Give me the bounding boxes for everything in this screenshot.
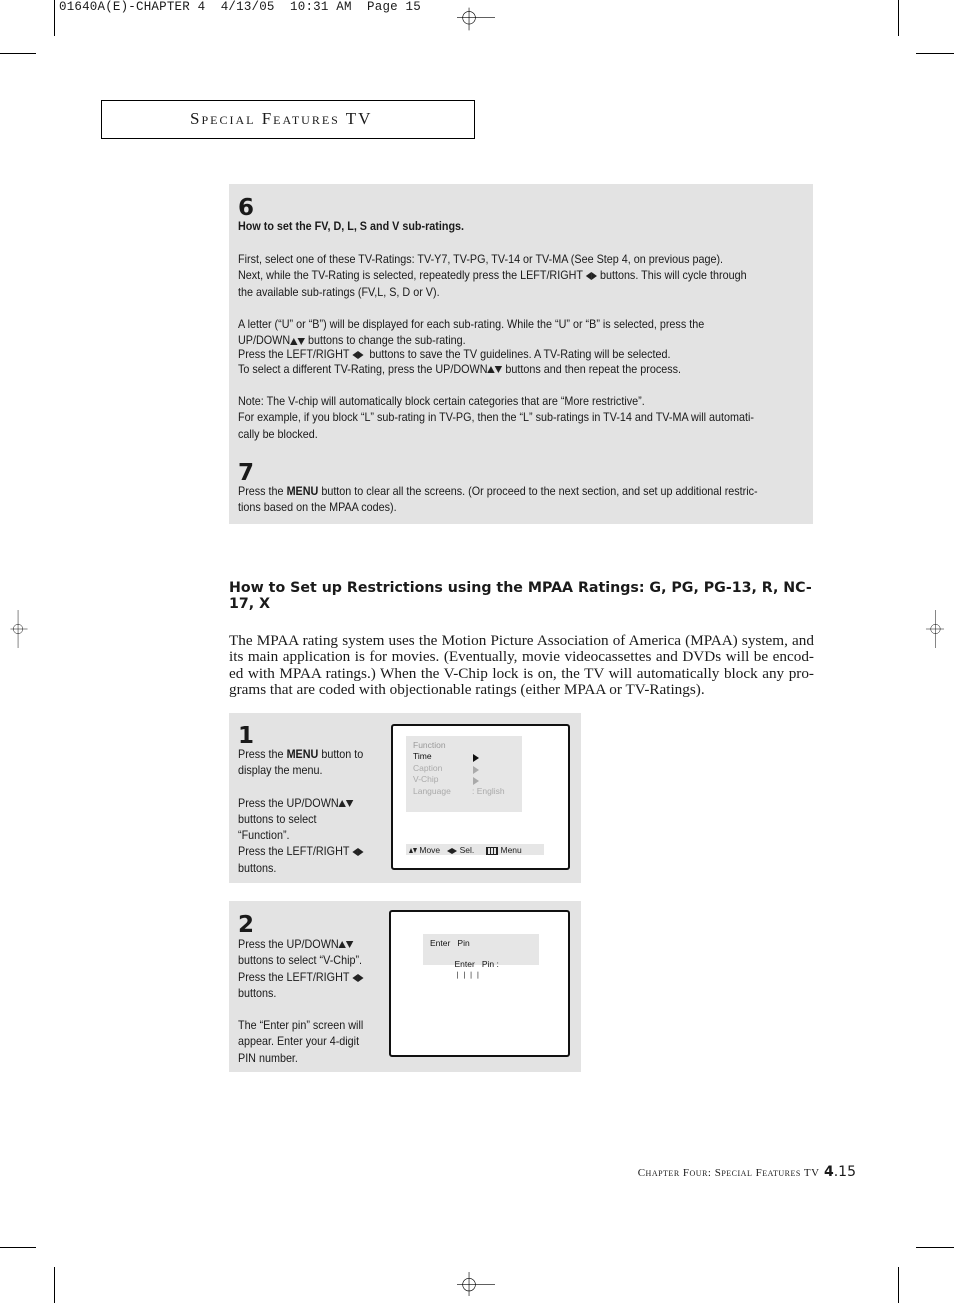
registration-mark-icon	[457, 0, 495, 38]
help-sel-label: Sel.	[459, 845, 475, 855]
text-line: Note: The V-chip will automatically block certain categories that are “More restrictive”.	[238, 395, 645, 409]
text-span: buttons to save the TV guidelines. A TV-Rating will be selected.	[369, 348, 671, 362]
text-span: Press the	[238, 748, 284, 761]
help-bar-content	[409, 845, 544, 855]
text-span: buttons. This will cycle through	[599, 269, 747, 283]
submenu-arrow-icon	[473, 754, 479, 762]
page-footer	[638, 1163, 856, 1181]
registration-mark-icon	[457, 1265, 495, 1303]
text-line: the available sub-ratings (FV,L, S, D or V).	[238, 285, 440, 299]
down-arrow-icon	[346, 941, 353, 948]
tv-screen-function-menu	[391, 724, 570, 870]
step-heading: How to set the FV, D, L, S and V sub-ratings.	[238, 220, 465, 233]
right-arrow-icon	[591, 272, 597, 280]
text-line: display the menu.	[238, 764, 323, 778]
text-span: Press the LEFT/RIGHT	[238, 348, 350, 362]
menu-item-v-chip[interactable]: V-Chip	[413, 774, 439, 784]
text-line: “Function”.	[238, 829, 290, 843]
language-value: : English	[472, 786, 505, 796]
text-line	[238, 747, 387, 763]
step-number: 6	[238, 195, 255, 221]
text-span: Press the UP/DOWN	[238, 796, 339, 810]
down-arrow-icon	[495, 366, 502, 373]
menu-item-time[interactable]: Time	[413, 751, 432, 761]
submenu-arrow-icon	[473, 766, 479, 774]
text-line: buttons.	[238, 986, 277, 1000]
text-span: button to clear all the screens. (Or proceed to the next section, and set up additional restric-	[321, 485, 758, 498]
step6-text	[238, 252, 815, 443]
right-arrow-icon	[358, 351, 364, 359]
chapter-title: Chapter Four: Special Features TV	[637, 1167, 820, 1179]
crop-mark	[916, 53, 954, 54]
down-arrow-icon	[346, 800, 353, 807]
text-span: Press the LEFT/RIGHT	[238, 970, 350, 984]
text-span: Next, while the TV-Rating is selected, repeatedly press the LEFT/RIGHT	[238, 269, 583, 283]
crop-mark	[898, 0, 899, 36]
right-arrow-icon	[358, 974, 364, 982]
page-number: .15	[833, 1164, 856, 1180]
text-line: tions based on the MPAA codes).	[238, 501, 397, 515]
step-number: 2	[238, 912, 255, 938]
menu-title: Function	[413, 740, 446, 750]
section-header-box	[101, 100, 475, 139]
text-line	[238, 484, 815, 500]
text-line: PIN number.	[238, 1051, 298, 1065]
menu-item-language[interactable]: Language	[413, 786, 451, 796]
pin-label: Enter Pin :	[454, 959, 499, 969]
right-arrow-icon	[452, 848, 457, 854]
text-span: buttons and then repeat the process.	[505, 362, 682, 376]
text-span: Press the	[238, 485, 284, 498]
text-line	[238, 362, 815, 378]
down-arrow-icon	[298, 338, 305, 345]
text-line	[238, 970, 387, 986]
menu-icon	[486, 847, 498, 855]
text-line: buttons to select	[238, 812, 317, 826]
crop-mark	[54, 0, 55, 36]
text-line: The “Enter pin” screen will	[238, 1019, 364, 1033]
crop-mark	[0, 53, 36, 54]
section-heading: How to Set up Restrictions using the MPAA Ratings: G, PG, PG-13, R, NC-17, X	[229, 580, 812, 612]
step2-text	[238, 937, 387, 1067]
text-line: For example, if you block “L” sub-rating in TV-PG, then the “L” sub-ratings in TV-14 and TV-MA will automati-	[238, 411, 754, 425]
text-line: appear. Enter your 4-digit	[238, 1035, 360, 1049]
crop-mark	[916, 1247, 954, 1248]
menu-button-label: MENU	[286, 748, 319, 761]
right-arrow-icon	[358, 848, 364, 856]
text-span: buttons to change the sub-rating.	[308, 334, 466, 348]
text-line: buttons to select “V-Chip”.	[238, 954, 363, 968]
menu-button-label: MENU	[286, 485, 319, 498]
section-body: The MPAA rating system uses the Motion Picture Association of America (MPAA) system, and its main application is for movies. (Eventually, movie videocassettes and DVDs will be encod-ed with MPAA ratings.) When the V-Chip lock is on, the TV will automatically block any pro-grams that are coded with objectionable ratings (either MPAA or TV-Ratings).	[229, 632, 814, 699]
registration-mark-icon	[0, 610, 38, 648]
up-arrow-icon	[290, 338, 297, 345]
step7-text	[238, 484, 815, 517]
tv-screen-enter-pin	[389, 910, 570, 1057]
step1-text	[238, 747, 387, 877]
text-span: Press the LEFT/RIGHT	[238, 845, 350, 859]
crop-mark	[0, 1247, 36, 1248]
text-line: A letter (“U” or “B”) will be displayed for each sub-rating. While the “U” or “B” is selected, press the	[238, 317, 705, 331]
help-move-label: Move	[419, 845, 441, 855]
crop-mark	[54, 1267, 55, 1303]
page-title: Special Features TV	[190, 109, 373, 128]
pin-dialog-title: Enter Pin	[430, 938, 470, 948]
text-line: cally be blocked.	[238, 427, 318, 441]
menu-item-caption[interactable]: Caption	[413, 763, 443, 773]
up-arrow-icon	[339, 800, 346, 807]
pin-prompt	[445, 949, 499, 989]
step-number: 1	[238, 723, 255, 749]
text-line: buttons.	[238, 861, 277, 875]
print-slug: 01640A(E)-CHAPTER 4 4/13/05 10:31 AM Page 15	[59, 0, 421, 14]
text-line	[238, 844, 387, 860]
registration-mark-icon	[916, 610, 954, 648]
text-span: button to	[321, 748, 364, 761]
text-line	[238, 268, 815, 284]
down-arrow-icon	[413, 848, 417, 853]
submenu-arrow-icon	[473, 777, 479, 785]
up-arrow-icon	[488, 366, 495, 373]
text-span: UP/DOWN	[238, 334, 291, 348]
text-span: To select a different TV-Rating, press the UP/DOWN	[238, 362, 488, 376]
page-number-chapter: 4	[823, 1164, 834, 1180]
help-menu-label: Menu	[500, 845, 522, 855]
pin-input[interactable]: ❘❘❘❘	[454, 972, 482, 979]
step-number: 7	[238, 460, 255, 486]
crop-mark	[898, 1267, 899, 1303]
up-arrow-icon	[339, 941, 346, 948]
text-span: Press the UP/DOWN	[238, 938, 339, 951]
text-line: First, select one of these TV-Ratings: TV-Y7, TV-PG, TV-14 or TV-MA (See Step 4, on previous page).	[238, 253, 724, 266]
text-line	[238, 796, 387, 812]
text-line	[238, 937, 387, 953]
